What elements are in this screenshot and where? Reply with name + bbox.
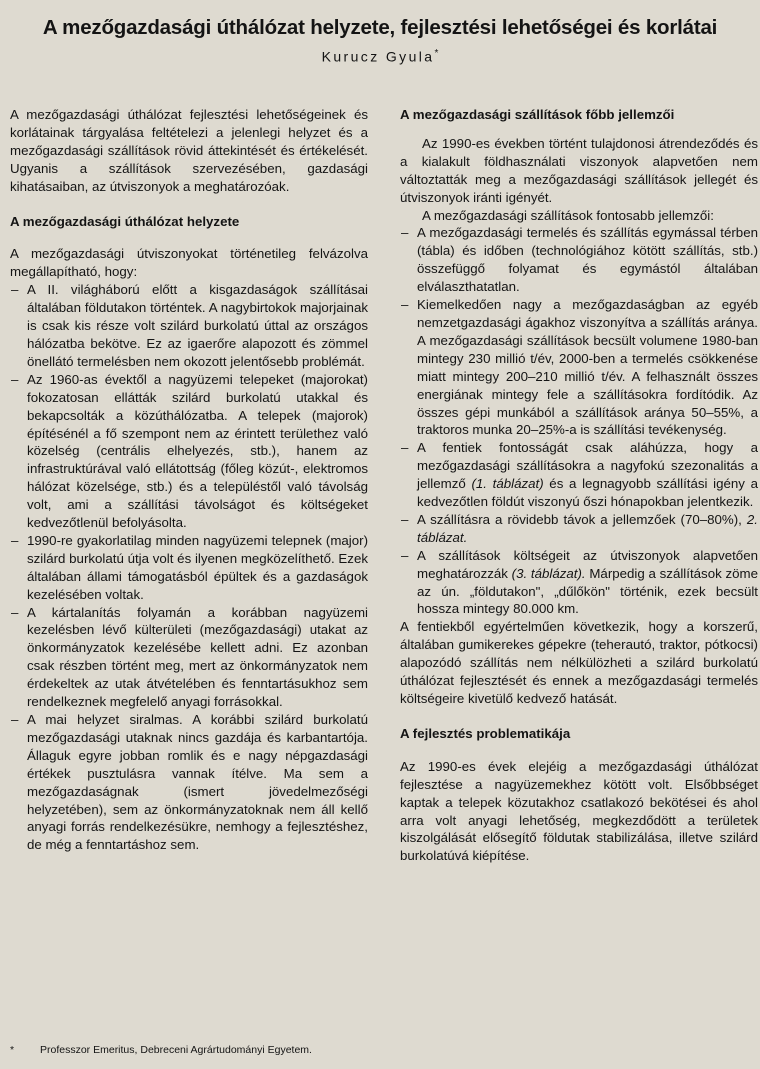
author-name: Kurucz Gyula xyxy=(321,48,435,65)
list-item xyxy=(400,547,758,619)
history-list xyxy=(10,281,368,854)
list-item: – A II. világháború előtt a kisgazdaságok szállításai általában földutakon történtek. A nagybirtokok majorjainak is csak kis része volt szilárd burkolatú úttal az országos hálózatba bekötve. Ez az igaerőre alapozott és zömmel önellátó termelésben nem okozott jelentősebb problémát. xyxy=(10,281,368,371)
table-reference: (1. táblázat) xyxy=(471,476,544,492)
table-reference: (3. táblázat). xyxy=(511,565,586,581)
author-footnote-mark: * xyxy=(434,48,439,59)
text: A szállítások költségeit az útviszonyok alapvetően meghatározzák xyxy=(417,547,758,581)
section-heading-jellemzoi: A mezőgazdasági szállítások főbb jellemzői xyxy=(400,107,675,122)
list-item: – Az 1960-as évektől a nagyüzemi telepeket (majorokat) fokozatosan ellátták szilárd burkolatú utakkal és bekapcsolták a közúthálózatba. A telepek (majorok) építésénél a fő szempont nem az érintett területhez való közelség (centrális elhelyezés, stb.), hanem az infrastruktúrával való ellátottság (főleg közút-, elektromos hálózat közelsége, stb.) és a településtől való távolság volt, ami a szállítási távolságot és költségeket kedvezőtlenül befolyásolta. xyxy=(10,371,368,532)
paragraph: A mezőgazdasági szállítások fontosabb jellemzői: xyxy=(422,207,714,223)
list-item xyxy=(400,439,758,511)
footnote xyxy=(10,1044,410,1057)
paragraph: Az 1990-es évek elejéig a mezőgazdasági úthálózat fejlesztése a nagyüzemekhez kötött volt. Elsőbbséget kaptak a telepek közutakhoz csatlakozó bekötései és ahol arra volt anyagi lehetőség, megkezdődött a területek kiszolgálását elősegítő földutak stabilizálása, illetve szilárd burkolatúvá kiépítése. xyxy=(400,758,758,864)
text: A fentiek fontosságát csak aláhúzza, hogy a mezőgazdasági szállításokra a nagyfokú szezonalitás a jellemző xyxy=(417,440,758,492)
list-item: – A mai helyzet siralmas. A korábbi szilárd burkolatú mezőgazdasági utaknak nincs gazdája és karbantartója. Állaguk egyre jobban romlik és e nagy népgazdasági értékek pusztulásra vannak ítélve. Ma sem a mezőgazdaságnak (ismert jövedelmezőségi helyzetében), sem az önkormányzatoknak nem áll kellő anyagi forrás rendelkezésükre, nemhogy a fejlesztéshez, de még a fenntartáshoz sem. xyxy=(10,711,368,854)
text: és a legnagyobb szállítási igény a kedvezőtlen földút viszonyú őszi hónapokban jelentkezik. xyxy=(417,476,759,510)
list-item: – Kiemelkedően nagy a mezőgazdaságban az egyéb nemzetgazdasági ágakhoz viszonyítva a szállítás aránya. A mezőgazdasági szállítások becsült volumene 1980-ban mintegy 230 millió t/év, 2000-ben a termelés csökkenése miatt mintegy 200–210 millió t/év. A felhasznált összes energiának mintegy fele a szállításokra fordítódik. Az összes gépi munkából a szállítások aránya 50–55%, a traktoros munka 20–25%-a is szállítási tevékenység. xyxy=(400,296,758,439)
section-heading-fejlesztes: A fejlesztés problematikája xyxy=(400,725,571,741)
text: Márpedig a szállítások zöme az ún. „földutakon", „dűlőkön" történik, ezek becsült hossza mintegy 80.000 km. xyxy=(417,565,758,617)
author-line xyxy=(0,48,760,65)
right-column xyxy=(400,106,758,865)
article-title: A mezőgazdasági úthálózat helyzete, fejlesztési lehetőségei és korlátai xyxy=(42,16,718,39)
footnote-text: Professzor Emeritus, Debreceni Agrártudományi Egyetem. xyxy=(40,1044,312,1056)
section-heading-helyzete: A mezőgazdasági úthálózat helyzete xyxy=(10,213,240,229)
text: A szállításra a rövidebb távok a jellemzőek (70–80%), xyxy=(417,511,747,527)
paragraph: Az 1990-es években történt tulajdonosi átrendeződés és a kialakult földhasználati viszonyok alapvetően nem változtatták meg a mezőgazdasági szállítások jellegét és útviszonyok iránti igényét. xyxy=(400,135,758,205)
left-column xyxy=(10,106,368,854)
list-item: – A mezőgazdasági termelés és szállítás egymással térben (tábla) és időben (technológiához kötött szállítás, stb.) összefüggő folyamat és egymástól általában elválaszthatatlan. xyxy=(400,224,758,296)
list-item: – A kártalanítás folyamán a korábban nagyüzemi kezelésben lévő külterületi (mezőgazdasági) utakat az önkormányzatok kezelésébe kellett adni. Ez azonban csak részben történt meg, mert az önkormányzatok nem érdekeltek az utak átvételében és fenntartásukhoz sem rendelkeznek megfelelő anyagi forrásokkal. xyxy=(10,604,368,711)
paragraph: A fentiekből egyértelműen következik, hogy a korszerű, általában gumikerekes gépekre (teherautó, traktor, pótkocsi) alapozódó szállítás nem nélkülözheti a szilárd burkolatú úthálózat fejlesztését és ennek a mezőgazdasági termelés költségeire kivetülő kedvező hatását. xyxy=(400,619,758,706)
list-item xyxy=(400,511,758,547)
table-reference: 2. táblázat. xyxy=(417,511,758,545)
footnote-mark: * xyxy=(10,1044,15,1056)
list-item: – 1990-re gyakorlatilag minden nagyüzemi telepnek (major) szilárd burkolatú útja volt és ilyenen megközelíthető. Ezek általában állami támogatásból épültek és a gazdaságok kezelésében voltak. xyxy=(10,532,368,604)
characteristics-list xyxy=(400,224,758,618)
intro-paragraph: A mezőgazdasági úthálózat fejlesztési lehetőségeinek és korlátainak tárgyalása feltételezi a jelenlegi helyzet és a mezőgazdasági szállítások rövid áttekintését és értékelését. Ugyanis a szállítások szervezésében, gazdasági kihatásaiban, az útviszonyok a meghatározóak. xyxy=(10,107,368,194)
lead-paragraph: A mezőgazdasági útviszonyokat történetileg felvázolva megállapítható, hogy: xyxy=(10,246,368,280)
